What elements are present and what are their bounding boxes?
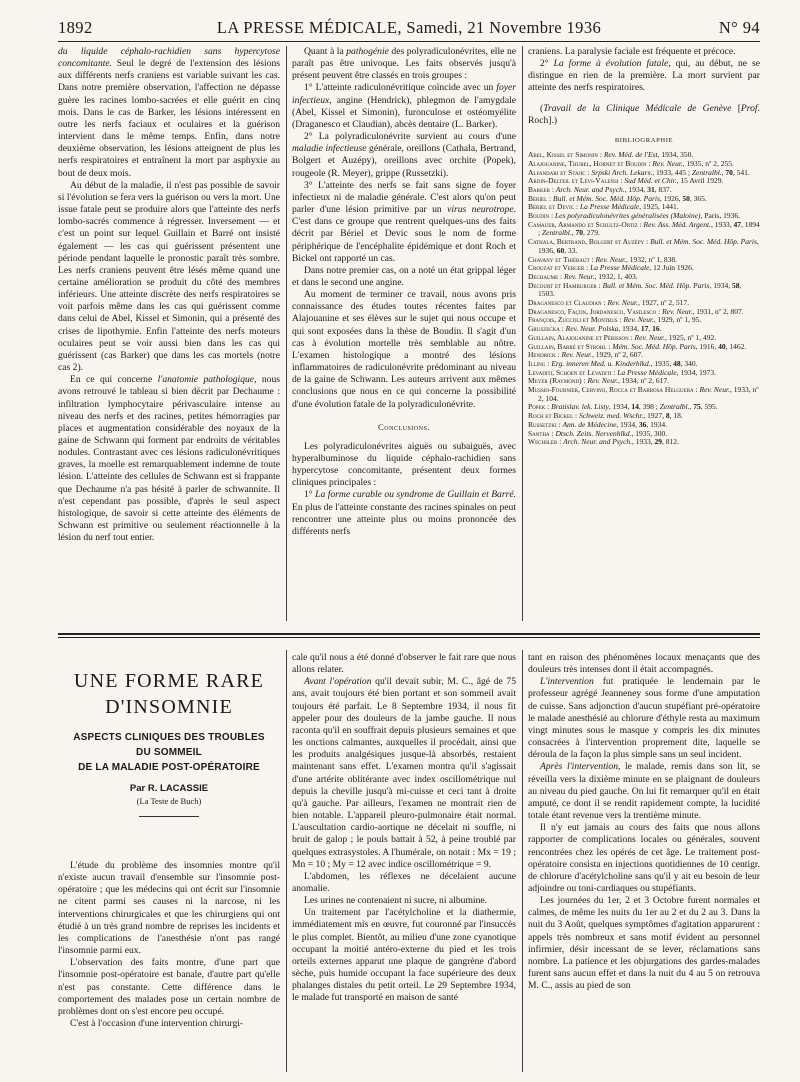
paragraph: tant en raison des phénomènes locaux menaçants que des douleurs très intenses dont il était accompagnés. [528, 652, 760, 676]
bibliography-entry: Gruszecka : Rev. Neur. Polska, 1934, 17, 16. [528, 324, 662, 334]
column-rule [522, 650, 523, 1072]
article-subtitle-2: DU SOMMEIL [136, 747, 202, 758]
bibliography-entry: Wechsler : Arch. Neur. and Psych., 1933, 29, 812. [528, 437, 679, 447]
paragraph: En ce qui concerne l'anatomie pathologique, nous avons retrouvé le tableau si bien décrit par Dechaume : infiltration lymphocytaire périvasculaire intense au niveau des nerfs et des racines, petites hémorragies par places et augmentation considérable des noyaux de la gaine de Schwann qui forment par endroits de véritables nodules. Contrastant avec ces lésions radiculonévritiques graves, la moelle est remarquablement indemne de toute lésion. L'atteinte des cellules de Schwann est si frappante que Dechaume n'a pas hésité à parler de schwannite. Il n'est cependant pas possible, d'après le seul aspect histologique, de savoir si cette atteinte des éléments de Schwann est primitive ou seulement réactionnelle à la lésion du nerf tout entier. [58, 374, 280, 544]
conclusions-heading: Conclusions. [378, 421, 430, 432]
article-column-1 [58, 860, 280, 1072]
bibliography-entry: Levaditi, Schoen et Levaditi : La Presse Médicale, 1934, 1973. [528, 367, 716, 377]
work-credit: (Travail de la Clinique Médicale de Genève [Prof. Roch].) [528, 102, 760, 126]
paragraph: craniens. La paralysie faciale est fréquente et précoce. [528, 46, 736, 57]
paragraph: L'abdomen, les réflexes ne décelaient aucune anomalie. [292, 870, 516, 894]
bibliography-entry: Santha : Dtsch. Zeits. Nervenhlkd., 1935, 300. [528, 428, 668, 438]
bibliography-entry: Bériel : Bull. et Mém. Soc. Méd. Hôp. Paris, 1926, 50, 365. [528, 193, 707, 203]
paragraph: L'intervention fut pratiquée le lendemain par le professeur agrégé Jeanneney sous forme d'une amputation de cuisse. Sans adjonction d'aucun stupéfiant pré-opératoire le malade anesthésié au chlorure d'éthyle resta au maximum vingt minutes sous le masque y compris les dix minutes consacrées à l'intervention proprement dite, laquelle se déroula de la façon la plus simple sans un seul incident. [528, 676, 760, 761]
bibliography-entry: Cathala, Bertrand, Bolgert et Auzépy : Bull. et Mém. Soc. Méd. Hôp. Paris, 1936, 60, 33. [528, 237, 759, 255]
journal-title: LA PRESSE MÉDICALE, Samedi, 21 Novembre 1936 [216, 18, 602, 37]
paragraph: Au début de la maladie, il n'est pas possible de savoir si l'évolution se fera vers la guérison ou vers la mort. Une issue fatale peut se produire alors que l'atteinte des nerfs lombo-sacrés commence à régresser. Inversement — et c'est un point sur lequel Guillain et Barré ont insisté également — les cas qui guérissent présentent une période pendant laquelle le pronostic paraît très sombre. Les nerfs craniens peuvent être lésés même quand une certaine amélioration se produit du côté des membres inférieurs. Une atteinte discrète des nerfs respiratoires se voit parfois même dans les cas qui guérissent comme dans celui de Abel, Kissel et Simonin, qui a présenté des crises de lipothymie. Enfin l'atteinte des nerfs moteurs oculaires peut se voir aussi bien dans les cas qui guérissent (cas Barker) que dans les cas mortels (notre cas 2). [58, 179, 280, 374]
bibliography-entry: Decourt et Hamburger : Bull. et Mém. Soc. Méd. Hôp. Paris, 1934, 58, 1503. [528, 280, 742, 299]
title-separator [139, 816, 199, 817]
header-rule [58, 41, 760, 42]
bibliography-entry: Barker : Arch. Neur. and Psych., 1934, 31, 837. [528, 184, 672, 194]
bibliography-entry: Chavany et Thiébaut : Rev. Neur., 1932, nº 1, 838. [528, 254, 678, 264]
bibliography-entry: Abel, Kissel et Simonin : Rev. Méd. de l'Est, 1934, 350. [528, 150, 694, 160]
bibliography-entry: Guillain, Alajouanine et Périsson : Rev. Neur., 1925, nº 1, 492. [528, 332, 717, 342]
paragraph: Dans notre premier cas, on a noté un état grippal léger et dans le second une angine. [292, 264, 516, 288]
bibliography-entry: Guillain, Barré et Strohl : Mém. Soc. Méd. Hôp. Paris, 1916, 40, 1462. [528, 341, 747, 351]
paragraph: 2° La polyradiculonévrite survient au cours d'une maladie infectieuse générale, oreillons (Cathala, Bertrand, Bolgert et Auzépy), oreillons avec orchite (Popek), rougeole (R. Meyer), grippe (Russetzki). [292, 131, 516, 179]
section-rule-thin [58, 637, 760, 638]
paragraph: C'est à l'occasion d'une intervention chirurgi- [70, 1018, 244, 1030]
paragraph: 2° La forme à évolution fatale, qui, au début, ne se distingue en rien de la première. La mort survient par atteinte des nerfs respiratoires. [528, 58, 760, 94]
bibliography-entry: Mussio-Fournier, Cervino, Rocca et Barrosa Helguera : Rev. Neur., 1933, nº 2, 104. [528, 385, 759, 403]
article-column-2 [292, 652, 516, 1072]
column-rule [522, 46, 523, 621]
bibliography-entry: Boudin : Les polyradiculonévrites généralisées (Maloine), Paris, 1936. [528, 211, 740, 221]
bibliography-entry: Illing : Erg. inneren Med. u. Kinderhlkd., 1935, 48, 340. [528, 358, 698, 368]
bibliography-entry: Russetzki : Ann. de Médecine, 1934, 36, 1934. [528, 419, 668, 429]
paragraph: Au moment de terminer ce travail, nous avons pris connaissance des études toutes récentes faites par Alajouanine et ses élèves sur le sujet qui nous occupe et qui sont exposées dans la thèse de Boudin. Il s'agit d'un cas à évolution mortelle très semblable au nôtre. L'examen histologique a montré des lésions inflammatoires de radiculonévrite prédominant au niveau de la gaine de Schwann. Les auteurs arrivent aux mêmes conclusions que nous en ce qui concerne la possibilité d'une évolution fatale de la polyradiculonévrite. [292, 289, 516, 410]
top-column-1 [58, 46, 280, 620]
author-affiliation: (La Teste de Buch) [136, 796, 202, 806]
bibliography-entry: Hendrick : Rev. Neur., 1929, nº 2, 607. [528, 350, 644, 360]
bibliography-entry: Popek : Bratislav. lek. Listy, 1934, 14, 398 ; Zentralbl., 75, 595. [528, 402, 718, 412]
top-column-3 [528, 46, 760, 622]
section-rule [58, 633, 760, 635]
paragraph: L'observation des faits montre, d'une part que l'insomnie post-opératoire est banale, d'autre part qu'elle n'est pas constante. Cette différence dans le comportement des malades pose un certain nombre de problèmes dont on s'est encore peu occupé. [58, 957, 280, 1017]
bibliography-entry: Meyer (Raymond) : Rev. Neur., 1934, nº 2, 617. [528, 376, 670, 386]
paragraph: 1° La forme curable ou syndrome de Guillain et Barré. En plus de l'atteinte constante des racines spinales on peut rencontrer une atteinte plus ou moins prononcée des différents nerfs [292, 489, 516, 537]
column-rule [286, 650, 287, 1072]
article-column-3 [528, 652, 760, 1072]
article-author: Par R. LACASSIE [129, 783, 209, 794]
paragraph: du liquide céphalo-rachidien sans hypercytose concomitante. Seul le degré de l'extension des lésions aux différents nerfs craniens est variable suivant les cas. Dans notre première observation, l'affection ne dépasse guère les racines lombo-sacrées et elle guérit en cinq mois. Dans le cas de Barker, les lésions intéressent en outre les nerfs faciaux et oculaires et la guérison intervient dans le même temps. Enfin, dans notre deuxième observation, les lésions atteignent de plus les nerfs respiratoires et entraînent la mort par asphyxie au bout de deux mois. [58, 46, 280, 179]
article-subtitle-3: DE LA MALADIE POST-OPÉRATOIRE [78, 762, 260, 773]
bibliography-entry: Camauer, Armando et Schultz-Ortiz : Rev. Ass. Méd. Argent., 1933, 47, 1894 ; Zentralbl., 70, 279. [528, 219, 760, 238]
paragraph: Les journées du 1er, 2 et 3 Octobre furent normales et calmes, de même les nuits du 1er au 2 et du 2 au 3. Dans la nuit du 3 Août, quelques symptômes d'agitation apparurent : appels très nombreux et sans motif évident au personnel infirmier, désir incessant de se lever, réclamations sans nombre. La patience et les objurgations des gardes-malades furent sans aucun effet et dans la nuit du 4 au 5 on retrouva M. C., assis au pied de son [528, 895, 760, 992]
bibliography-entry: Alfandari et Stajic : Srpski Arch. Lekars., 1933, 445 ; Zentralbl., 70, 541. [528, 167, 750, 177]
paragraph: Après l'intervention, le malade, remis dans son lit, se réveilla vers la dixième minute en se plaignant de douleurs au niveau du pied gauche. On lui fit remarquer qu'il en était amputé, ce dont il se rendit rapidement compte, la lucidité totale étant revenue vers la trentième minute. [528, 761, 760, 822]
bibliography-entry: Draganesco, Façon, Jordanesco, Vasilesco : Rev. Neur., 1931, nº 2, 807. [528, 306, 744, 316]
bibliography-heading: BIBLIOGRAPHIE [614, 136, 674, 144]
bibliography-entry: Alajouanine, Thurel, Hornet et Boudin : Rev. Neur., 1935, nº 2, 255. [528, 158, 734, 168]
paragraph: 1° L'atteinte radiculonévritique coïncide avec un foyer infectieux, angine (Hendrick), phlegmon de l'amygdale (Abel, Kissel et Simonin), furonculose et ostéomyélite (Draganesco et Claudian), abcès dentaire (L. Barker). [292, 82, 516, 130]
running-header [58, 14, 760, 38]
article-title-block [58, 662, 280, 817]
article-subtitle-1: ASPECTS CLINIQUES DES TROUBLES [73, 732, 265, 743]
paragraph: L'étude du problème des insomnies montre qu'il n'existe aucun travail d'ensemble sur l'insomnie post-opératoire ; que les médecins qui ont écrit sur l'insomnie ne citent parmi ses causes ni la narcose, ni les interventions chirurgicales et que les chirurgiens qui ont étudié à un très grand nombre de reprises les incidents et les complications de l'anesthésie n'ont pas rangé l'insomnie parmi eux. [58, 860, 280, 957]
bibliography-entry: Ardin-Delteil et Lévi-Valensi : Sud Méd. et Chir., 15 Avril 1929. [528, 176, 724, 186]
bibliography-list [528, 151, 760, 447]
article-title-line-1: UNE FORME RARE [73, 670, 265, 692]
page-year: 1892 [58, 18, 93, 37]
paragraph: Quant à la pathogénie des polyradiculonévrites, elle ne paraît pas être univoque. Les faits observés jusqu'à présent peuvent être classés en trois groupes : [292, 46, 516, 82]
paragraph: cale qu'il nous a été donné d'observer le fait rare que nous allons relater. [292, 652, 516, 676]
article-title-line-2: D'INSOMNIE [105, 696, 233, 718]
issue-number: N° 94 [718, 18, 760, 37]
bibliography-entry: Crouzat et Verger : La Presse Médicale, 12 Juin 1926. [528, 263, 694, 273]
bibliography-entry: Dechaume : Rev. Neur., 1932, 1, 403. [528, 271, 638, 281]
paragraph: Avant l'opération qu'il devait subir, M. C., âgé de 75 ans, avait toujours été bien portant et son sommeil avait toujours été parfait. Le 8 Septembre 1934, il nous fit appeler pour des douleurs de la jambe gauche. Il nous raconta qu'il en souffrait depuis plusieurs semaines et que les onctions calmantes, auxquelles il procédait, ainsi que les produits analgésiques jusque-là absorbés, restaient maintenant sans effet. L'examen montra qu'il s'agissait d'une artérite oblitérante avec index oscillométrique nul depuis la cheville jusqu'à mi-cuisse et ceci tant à droite qu'à gauche. Par ailleurs, l'examen ne montrait rien de bien notable. L'appareil pleuro-pulmonaire était normal. L'auscultation cardio-aortique ne décelait ni souffle, ni bruit de galop ; le pouls battait à 52, à peine troublé par quelques extrasystoles. A l'humérale, on notait : Mx = 19 ; Mn = 10 ; My = 12 avec indice oscillométrique = 9. [292, 676, 516, 870]
column-rule [286, 46, 287, 621]
top-column-2 [292, 46, 516, 622]
paragraph: 3° L'atteinte des nerfs se fait sans signe de foyer infectieux ni de maladie générale. C'est alors qu'on peut parler d'une lésion primitive par un virus neurotrope. C'est dans ce groupe que rentrent quelques-uns des faits décrit par Bériel et Devic sous le nom de forme périphérique de l'encéphalite épidémique et dont Roch et Bickel ont rapporté un cas. [292, 179, 516, 264]
bibliography-entry: Bériel et Devic : La Presse Médicale, 1925, 1441. [528, 202, 679, 212]
paragraph: Les urines ne contenaient ni sucre, ni albumine. [304, 895, 488, 907]
bibliography-entry: François, Zuccoli et Montrus : Rev. Neur., 1929, nº 1, 95. [528, 315, 702, 325]
paragraph: Les polyradiculonévrites aiguës ou subaiguës, avec hyperalbuminose du liquide céphalo-rachidien sans hypercytose concomitante, présentent deux formes cliniques principales : [292, 440, 516, 489]
bibliography-entry: Draganesco et Claudian : Rev. Neur., 1927, nº 2, 517. [528, 298, 690, 308]
paragraph: Il n'y eut jamais au cours des faits que nous allons rapporter de complications locales ou générales, souvent rencontrées chez les opérés de cet âge. Le traitement post-opératoire consista en injections quotidiennes de 10 centigr. de chlorure d'acétylcholine sans qu'il y ait eu besoin de leur adjoindre ou toni-cardiaques ou stupéfiants. [528, 822, 760, 894]
paragraph: Un traitement par l'acétylcholine et la diathermie, immédiatement mis en œuvre, fut couronné par l'insuccès le plus complet. Bientôt, au milieu d'une zone cyanotique occupant la moitié antéro-externe du pied et les trois orteils externes apparut une plaque de gangrène d'abord sèche, puis humide occupant la face supérieure des deux phalanges distales du petit orteil. Le 29 Septembre 1934, le malade fut transporté en maison de santé [292, 907, 516, 1004]
bibliography-entry: Roch et Bickel : Schweiz. med. Wschr., 1927, 8, 18. [528, 411, 683, 421]
